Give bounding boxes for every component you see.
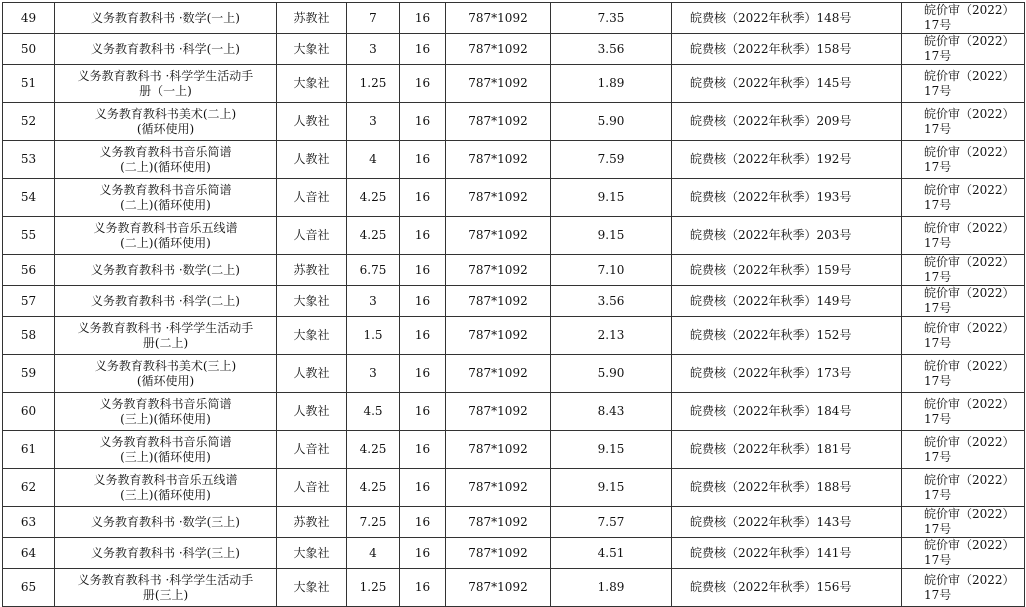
- cell-fee-approval-number: 皖费核（2022年秋季）145号: [672, 65, 902, 103]
- cell-fee-approval-number: 皖费核（2022年秋季）173号: [672, 355, 902, 393]
- cell-book-title: 义务教育教科书美术(三上) (循环使用): [55, 355, 277, 393]
- cell-price-review-number: 皖价审（2022）17号: [902, 217, 1025, 255]
- cell-fee-approval-number: 皖费核（2022年秋季）158号: [672, 34, 902, 65]
- cell-format: 16: [400, 317, 446, 355]
- cell-book-title: 义务教育教科书 ·数学(三上): [55, 507, 277, 538]
- cell-price-review-number: 皖价审（2022）17号: [902, 65, 1025, 103]
- cell-publisher: 人音社: [277, 431, 347, 469]
- cell-price: 9.15: [551, 431, 672, 469]
- cell-fee-approval-number: 皖费核（2022年秋季）141号: [672, 538, 902, 569]
- table-row: [3, 34, 1025, 65]
- cell-price: 7.35: [551, 3, 672, 34]
- cell-format: 16: [400, 217, 446, 255]
- cell-price-review-number: 皖价审（2022）17号: [902, 286, 1025, 317]
- cell-sheets: 4.25: [347, 179, 400, 217]
- cell-price: 2.13: [551, 317, 672, 355]
- cell-book-title: 义务教育教科书 ·科学学生活动手 册(二上): [55, 317, 277, 355]
- cell-row-number: 52: [3, 103, 55, 141]
- cell-format: 16: [400, 3, 446, 34]
- cell-row-number: 50: [3, 34, 55, 65]
- cell-paper-size: 787*1092: [446, 393, 551, 431]
- cell-price-review-number: 皖价审（2022）17号: [902, 34, 1025, 65]
- cell-paper-size: 787*1092: [446, 217, 551, 255]
- cell-paper-size: 787*1092: [446, 538, 551, 569]
- cell-price: 8.43: [551, 393, 672, 431]
- cell-book-title: 义务教育教科书 ·科学学生活动手 册（一上): [55, 65, 277, 103]
- cell-paper-size: 787*1092: [446, 103, 551, 141]
- cell-fee-approval-number: 皖费核（2022年秋季）203号: [672, 217, 902, 255]
- table-row: [3, 179, 1025, 217]
- table-body: [3, 3, 1025, 607]
- textbook-price-table-container: [2, 2, 1025, 607]
- cell-sheets: 3: [347, 34, 400, 65]
- cell-price-review-number: 皖价审（2022）17号: [902, 3, 1025, 34]
- cell-sheets: 3: [347, 355, 400, 393]
- table-row: [3, 569, 1025, 607]
- cell-book-title: 义务教育教科书音乐简谱 (二上)(循环使用): [55, 179, 277, 217]
- cell-row-number: 65: [3, 569, 55, 607]
- table-row: [3, 255, 1025, 286]
- cell-price-review-number: 皖价审（2022）17号: [902, 179, 1025, 217]
- cell-format: 16: [400, 355, 446, 393]
- cell-book-title: 义务教育教科书 ·科学(一上): [55, 34, 277, 65]
- cell-format: 16: [400, 569, 446, 607]
- cell-publisher: 大象社: [277, 34, 347, 65]
- cell-fee-approval-number: 皖费核（2022年秋季）209号: [672, 103, 902, 141]
- cell-row-number: 59: [3, 355, 55, 393]
- cell-publisher: 大象社: [277, 569, 347, 607]
- cell-paper-size: 787*1092: [446, 507, 551, 538]
- cell-sheets: 4: [347, 141, 400, 179]
- cell-publisher: 苏教社: [277, 255, 347, 286]
- cell-publisher: 人教社: [277, 141, 347, 179]
- cell-sheets: 4.25: [347, 431, 400, 469]
- cell-price-review-number: 皖价审（2022）17号: [902, 469, 1025, 507]
- cell-price: 4.51: [551, 538, 672, 569]
- cell-sheets: 6.75: [347, 255, 400, 286]
- cell-sheets: 1.25: [347, 569, 400, 607]
- cell-publisher: 人教社: [277, 393, 347, 431]
- cell-row-number: 64: [3, 538, 55, 569]
- cell-fee-approval-number: 皖费核（2022年秋季）149号: [672, 286, 902, 317]
- cell-row-number: 61: [3, 431, 55, 469]
- table-row: [3, 538, 1025, 569]
- cell-fee-approval-number: 皖费核（2022年秋季）181号: [672, 431, 902, 469]
- cell-format: 16: [400, 507, 446, 538]
- cell-fee-approval-number: 皖费核（2022年秋季）193号: [672, 179, 902, 217]
- cell-row-number: 60: [3, 393, 55, 431]
- cell-row-number: 53: [3, 141, 55, 179]
- cell-price: 3.56: [551, 34, 672, 65]
- cell-sheets: 3: [347, 103, 400, 141]
- cell-publisher: 苏教社: [277, 3, 347, 34]
- cell-row-number: 54: [3, 179, 55, 217]
- cell-paper-size: 787*1092: [446, 3, 551, 34]
- cell-format: 16: [400, 286, 446, 317]
- cell-price-review-number: 皖价审（2022）17号: [902, 355, 1025, 393]
- table-row: [3, 393, 1025, 431]
- cell-price: 1.89: [551, 65, 672, 103]
- cell-book-title: 义务教育教科书音乐简谱 (二上)(循环使用): [55, 141, 277, 179]
- cell-row-number: 58: [3, 317, 55, 355]
- table-row: [3, 317, 1025, 355]
- table-row: [3, 103, 1025, 141]
- cell-row-number: 55: [3, 217, 55, 255]
- cell-format: 16: [400, 179, 446, 217]
- cell-price-review-number: 皖价审（2022）17号: [902, 538, 1025, 569]
- cell-format: 16: [400, 538, 446, 569]
- cell-book-title: 义务教育教科书 ·数学(一上): [55, 3, 277, 34]
- cell-row-number: 57: [3, 286, 55, 317]
- table-row: [3, 3, 1025, 34]
- cell-price-review-number: 皖价审（2022）17号: [902, 317, 1025, 355]
- cell-paper-size: 787*1092: [446, 355, 551, 393]
- cell-price: 1.89: [551, 569, 672, 607]
- cell-publisher: 大象社: [277, 317, 347, 355]
- cell-book-title: 义务教育教科书 ·科学学生活动手 册(三上): [55, 569, 277, 607]
- cell-publisher: 大象社: [277, 65, 347, 103]
- cell-book-title: 义务教育教科书美术(二上) (循环使用): [55, 103, 277, 141]
- cell-price-review-number: 皖价审（2022）17号: [902, 569, 1025, 607]
- cell-price-review-number: 皖价审（2022）17号: [902, 507, 1025, 538]
- table-row: [3, 431, 1025, 469]
- cell-book-title: 义务教育教科书 ·数学(二上): [55, 255, 277, 286]
- cell-price-review-number: 皖价审（2022）17号: [902, 431, 1025, 469]
- cell-sheets: 7.25: [347, 507, 400, 538]
- cell-fee-approval-number: 皖费核（2022年秋季）192号: [672, 141, 902, 179]
- cell-publisher: 大象社: [277, 538, 347, 569]
- cell-book-title: 义务教育教科书音乐五线谱 (二上)(循环使用): [55, 217, 277, 255]
- cell-fee-approval-number: 皖费核（2022年秋季）143号: [672, 507, 902, 538]
- cell-publisher: 人教社: [277, 103, 347, 141]
- cell-price: 5.90: [551, 103, 672, 141]
- cell-paper-size: 787*1092: [446, 569, 551, 607]
- cell-paper-size: 787*1092: [446, 141, 551, 179]
- cell-paper-size: 787*1092: [446, 431, 551, 469]
- cell-publisher: 人音社: [277, 217, 347, 255]
- textbook-price-table: [2, 2, 1025, 607]
- cell-row-number: 49: [3, 3, 55, 34]
- cell-paper-size: 787*1092: [446, 317, 551, 355]
- cell-fee-approval-number: 皖费核（2022年秋季）159号: [672, 255, 902, 286]
- cell-sheets: 4: [347, 538, 400, 569]
- cell-publisher: 人教社: [277, 355, 347, 393]
- cell-sheets: 7: [347, 3, 400, 34]
- cell-price: 5.90: [551, 355, 672, 393]
- table-row: [3, 469, 1025, 507]
- cell-paper-size: 787*1092: [446, 469, 551, 507]
- cell-book-title: 义务教育教科书音乐五线谱 (三上)(循环使用): [55, 469, 277, 507]
- cell-sheets: 1.25: [347, 65, 400, 103]
- cell-publisher: 人音社: [277, 179, 347, 217]
- cell-row-number: 63: [3, 507, 55, 538]
- cell-price: 7.10: [551, 255, 672, 286]
- cell-format: 16: [400, 393, 446, 431]
- cell-sheets: 1.5: [347, 317, 400, 355]
- cell-publisher: 大象社: [277, 286, 347, 317]
- cell-publisher: 人音社: [277, 469, 347, 507]
- cell-price-review-number: 皖价审（2022）17号: [902, 103, 1025, 141]
- cell-format: 16: [400, 34, 446, 65]
- cell-price: 3.56: [551, 286, 672, 317]
- cell-publisher: 苏教社: [277, 507, 347, 538]
- cell-paper-size: 787*1092: [446, 286, 551, 317]
- cell-fee-approval-number: 皖费核（2022年秋季）184号: [672, 393, 902, 431]
- cell-format: 16: [400, 469, 446, 507]
- cell-sheets: 4.25: [347, 469, 400, 507]
- cell-price: 9.15: [551, 179, 672, 217]
- cell-paper-size: 787*1092: [446, 65, 551, 103]
- cell-book-title: 义务教育教科书 ·科学(三上): [55, 538, 277, 569]
- cell-price: 7.59: [551, 141, 672, 179]
- cell-fee-approval-number: 皖费核（2022年秋季）148号: [672, 3, 902, 34]
- table-row: [3, 217, 1025, 255]
- cell-paper-size: 787*1092: [446, 34, 551, 65]
- cell-row-number: 51: [3, 65, 55, 103]
- cell-price: 9.15: [551, 217, 672, 255]
- cell-format: 16: [400, 65, 446, 103]
- cell-row-number: 56: [3, 255, 55, 286]
- cell-fee-approval-number: 皖费核（2022年秋季）188号: [672, 469, 902, 507]
- cell-sheets: 3: [347, 286, 400, 317]
- cell-paper-size: 787*1092: [446, 255, 551, 286]
- cell-price-review-number: 皖价审（2022）17号: [902, 255, 1025, 286]
- cell-format: 16: [400, 431, 446, 469]
- table-row: [3, 141, 1025, 179]
- cell-price: 7.57: [551, 507, 672, 538]
- cell-fee-approval-number: 皖费核（2022年秋季）156号: [672, 569, 902, 607]
- cell-sheets: 4.25: [347, 217, 400, 255]
- cell-row-number: 62: [3, 469, 55, 507]
- cell-book-title: 义务教育教科书音乐简谱 (三上)(循环使用): [55, 393, 277, 431]
- cell-paper-size: 787*1092: [446, 179, 551, 217]
- cell-book-title: 义务教育教科书音乐简谱 (三上)(循环使用): [55, 431, 277, 469]
- cell-price-review-number: 皖价审（2022）17号: [902, 393, 1025, 431]
- table-row: [3, 65, 1025, 103]
- cell-book-title: 义务教育教科书 ·科学(二上): [55, 286, 277, 317]
- table-row: [3, 286, 1025, 317]
- table-row: [3, 507, 1025, 538]
- cell-format: 16: [400, 255, 446, 286]
- cell-fee-approval-number: 皖费核（2022年秋季）152号: [672, 317, 902, 355]
- cell-format: 16: [400, 141, 446, 179]
- cell-format: 16: [400, 103, 446, 141]
- table-row: [3, 355, 1025, 393]
- cell-price-review-number: 皖价审（2022）17号: [902, 141, 1025, 179]
- cell-price: 9.15: [551, 469, 672, 507]
- cell-sheets: 4.5: [347, 393, 400, 431]
